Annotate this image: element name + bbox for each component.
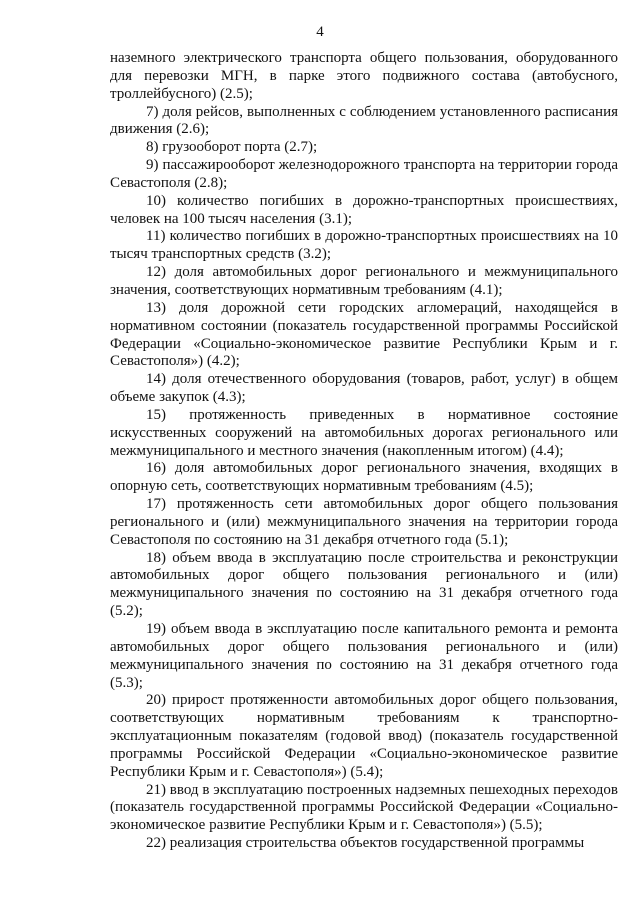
list-item-8: 8) грузооборот порта (2.7); xyxy=(146,139,318,156)
list-item-16: 16) доля автомобильных дорог регионального значения, входящих в опорную сеть, соответствующих нормативным требованиям (4.5); xyxy=(110,460,618,495)
list-item-7: 7) доля рейсов, выполненных с соблюдением установленного расписания движения (2.6); xyxy=(110,103,618,138)
list-item-19: 19) объем ввода в эксплуатацию после капитального ремонта и ремонта автомобильных дорог общего пользования регионального и (или) межмуниципального значения по состоянию на 31 декабря отчетного года (5.3); xyxy=(110,621,618,691)
list-item-20: 20) прирост протяженности автомобильных дорог общего пользования, соответствующих нормативным требованиям к транспортно-эксплуатационным показателям (годовой ввод) (показатель государственной программы Российской Федерации «Социально-экономическое развитие Республики Крым и г. Севастополя») (5.4); xyxy=(110,692,618,780)
list-item-12: 12) доля автомобильных дорог регионального и межмуниципального значения, соответствующих нормативным требованиям (4.1); xyxy=(110,264,618,298)
list-item-15: 15) протяженность приведенных в нормативное состояние искусственных сооружений на автомобильных дорогах регионального или межмуниципального и местного значения (накопленным итогом) (4.4); xyxy=(110,406,618,459)
list-item-21: 21) ввод в эксплуатацию построенных надземных пешеходных переходов (показатель государственной программы Российской Федерации «Социально-экономическое развитие Республики Крым и г. Севастополя») (5.5); xyxy=(110,781,618,834)
list-item-11: 11) количество погибших в дорожно-транспортных происшествиях на 10 тысяч транспортных средств (3.2); xyxy=(110,228,618,263)
list-item-10: 10) количество погибших в дорожно-транспортных происшествиях, человек на 100 тысяч населения (3.1); xyxy=(110,192,618,227)
list-item-22: 22) реализация строительства объектов государственной программы xyxy=(146,835,585,852)
paragraph-continuation: наземного электрического транспорта общего пользования, оборудованного для перевозки МГН, в парке этого подвижного состава (автобусного, троллейбусного) (2.5); xyxy=(110,50,618,102)
list-item-17: 17) протяженность сети автомобильных дорог общего пользования регионального и (или) межмуниципального значения на территории города Севастополя по состоянию на 31 декабря отчетного года (5.1); xyxy=(110,496,618,548)
list-item-9: 9) пассажирооборот железнодорожного транспорта на территории города Севастополя (2.8); xyxy=(110,157,618,191)
list-item-18: 18) объем ввода в эксплуатацию после строительства и реконструкции автомобильных дорог общего пользования регионального и (или) межмуниципального значения по состоянию на 31 декабря отчетного года (5.2); xyxy=(110,549,618,620)
document-body xyxy=(110,50,618,853)
list-item-14: 14) доля отечественного оборудования (товаров, работ, услуг) в общем объеме закупок (4.3); xyxy=(110,371,618,406)
page-number: 4 xyxy=(316,24,324,40)
list-item-13: 13) доля дорожной сети городских агломераций, находящейся в нормативном состоянии (показатель государственной программы Российской Федерации «Социально-экономическое развитие Республики Крым и г. Севастополя») (4.2); xyxy=(110,299,618,370)
